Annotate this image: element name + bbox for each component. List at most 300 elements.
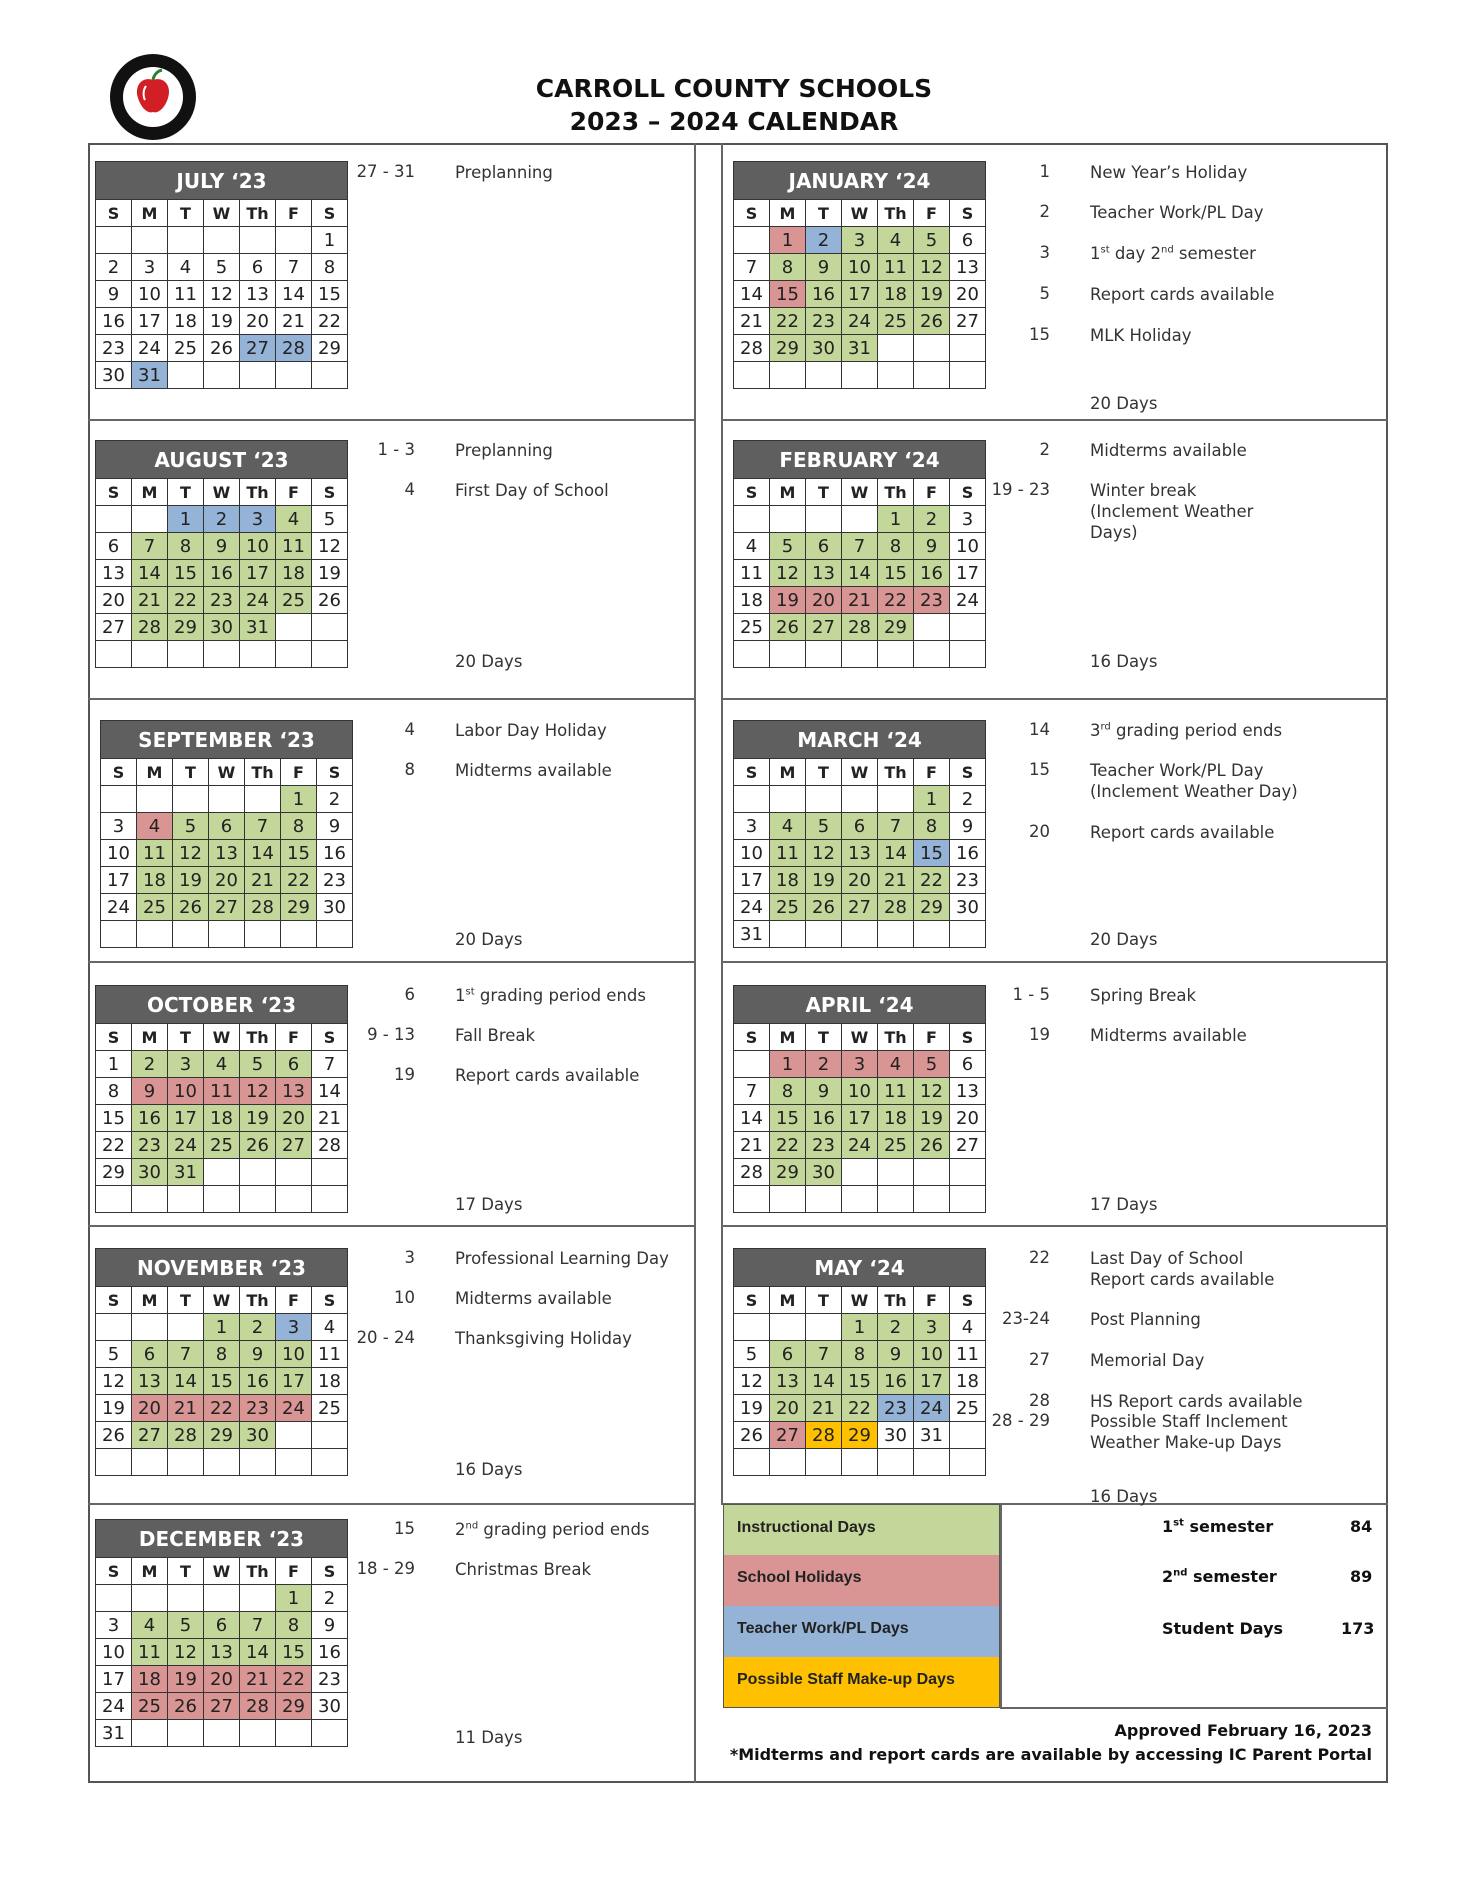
instructional-days-total: 17 Days: [455, 1195, 523, 1214]
day-cell: 27: [770, 1422, 806, 1449]
event-date: 19 - 23: [991, 480, 1050, 499]
day-cell: 2: [878, 1314, 914, 1341]
event-date: 20: [1029, 822, 1050, 841]
day-cell: 19: [96, 1395, 132, 1422]
empty-cell: [734, 786, 770, 813]
day-cell: 12: [734, 1368, 770, 1395]
day-cell: 6: [276, 1051, 312, 1078]
week-row: [96, 308, 348, 335]
month-calendar-mar: [733, 720, 986, 948]
empty-cell: [204, 1159, 240, 1186]
day-cell: 5: [240, 1051, 276, 1078]
day-cell: 20: [209, 867, 245, 894]
stat-value: 84: [1350, 1517, 1373, 1536]
day-cell: 24: [734, 894, 770, 921]
day-cell: 12: [914, 254, 950, 281]
empty-cell: [950, 362, 986, 389]
day-cell: 8: [281, 813, 317, 840]
instructional-days-total: 20 Days: [1090, 394, 1158, 413]
day-cell: 14: [312, 1078, 348, 1105]
day-cell: 30: [240, 1422, 276, 1449]
day-cell: 28: [312, 1132, 348, 1159]
day-cell: 18: [770, 867, 806, 894]
day-cell: 29: [842, 1422, 878, 1449]
week-row: [96, 641, 348, 668]
day-cell: 26: [734, 1422, 770, 1449]
event-date: 28: [1029, 1391, 1050, 1410]
day-cell: 21: [806, 1395, 842, 1422]
stat-label: Student Days: [1162, 1619, 1284, 1638]
day-cell: 26: [96, 1422, 132, 1449]
day-cell: 27: [96, 614, 132, 641]
empty-cell: [276, 1720, 312, 1747]
empty-cell: [734, 1314, 770, 1341]
day-cell: 25: [168, 335, 204, 362]
day-cell: 22: [168, 587, 204, 614]
day-cell: 18: [878, 1105, 914, 1132]
empty-cell: [734, 1186, 770, 1213]
week-row: [101, 921, 353, 948]
day-cell: 27: [276, 1132, 312, 1159]
event-text: 1st day 2nd semester: [1090, 244, 1256, 263]
instructional-days-total: 20 Days: [455, 930, 523, 949]
day-cell: 21: [276, 308, 312, 335]
week-row: [96, 1368, 348, 1395]
weekday-header: F: [276, 1024, 312, 1051]
instructional-days-total: 20 Days: [455, 652, 523, 671]
day-cell: 10: [96, 1639, 132, 1666]
day-cell: 9: [878, 1341, 914, 1368]
week-row: [101, 867, 353, 894]
day-cell: 10: [240, 533, 276, 560]
day-cell: 26: [312, 587, 348, 614]
day-cell: 13: [240, 281, 276, 308]
week-row: [96, 1314, 348, 1341]
weekday-header: T: [173, 759, 209, 786]
day-cell: 1: [96, 1051, 132, 1078]
empty-cell: [770, 362, 806, 389]
day-cell: 20: [96, 587, 132, 614]
day-cell: 4: [132, 1612, 168, 1639]
weekday-header: F: [281, 759, 317, 786]
day-cell: 23: [312, 1666, 348, 1693]
day-cell: 7: [734, 254, 770, 281]
day-cell: 27: [950, 1132, 986, 1159]
week-row: [734, 1314, 986, 1341]
weekday-header: S: [312, 1287, 348, 1314]
event-date: 9 - 13: [367, 1025, 415, 1044]
day-cell: 24: [96, 1693, 132, 1720]
day-cell: 1: [204, 1314, 240, 1341]
weekday-header: Th: [878, 1024, 914, 1051]
day-cell: 22: [96, 1132, 132, 1159]
empty-cell: [806, 786, 842, 813]
weekday-header: T: [806, 200, 842, 227]
day-cell: 5: [204, 254, 240, 281]
month-calendar-oct: [95, 985, 348, 1213]
day-cell: 11: [770, 840, 806, 867]
day-cell: 31: [132, 362, 168, 389]
day-cell: 10: [168, 1078, 204, 1105]
event-date: 4: [404, 480, 415, 499]
divider: [721, 143, 723, 1503]
week-row: [734, 867, 986, 894]
empty-cell: [806, 362, 842, 389]
day-cell: 31: [168, 1159, 204, 1186]
day-cell: 24: [842, 308, 878, 335]
day-cell: 25: [312, 1395, 348, 1422]
day-cell: 31: [842, 335, 878, 362]
day-cell: 27: [204, 1693, 240, 1720]
empty-cell: [878, 1159, 914, 1186]
day-cell: 14: [240, 1639, 276, 1666]
day-cell: 7: [240, 1612, 276, 1639]
empty-cell: [281, 921, 317, 948]
week-row: [734, 840, 986, 867]
day-cell: 13: [209, 840, 245, 867]
month-calendar-sep: [100, 720, 353, 948]
day-cell: 3: [950, 506, 986, 533]
day-cell: 28: [240, 1693, 276, 1720]
day-cell: 21: [312, 1105, 348, 1132]
day-cell: 13: [806, 560, 842, 587]
day-cell: 15: [878, 560, 914, 587]
weekday-header: F: [914, 1287, 950, 1314]
day-cell: 30: [312, 1693, 348, 1720]
day-cell: 28: [806, 1422, 842, 1449]
day-cell: 6: [842, 813, 878, 840]
empty-cell: [168, 1585, 204, 1612]
day-cell: 28: [245, 894, 281, 921]
day-cell: 23: [878, 1395, 914, 1422]
empty-cell: [734, 362, 770, 389]
week-row: [734, 641, 986, 668]
day-cell: 8: [878, 533, 914, 560]
event-date: 1 - 3: [377, 440, 415, 459]
empty-cell: [137, 921, 173, 948]
empty-cell: [168, 1186, 204, 1213]
day-cell: 8: [276, 1612, 312, 1639]
day-cell: 12: [96, 1368, 132, 1395]
day-cell: 8: [204, 1341, 240, 1368]
day-cell: 10: [101, 840, 137, 867]
day-cell: 3: [276, 1314, 312, 1341]
event-date: 10: [394, 1288, 415, 1307]
day-cell: 9: [240, 1341, 276, 1368]
empty-cell: [168, 362, 204, 389]
day-cell: 13: [96, 560, 132, 587]
day-cell: 21: [842, 587, 878, 614]
weekday-header: T: [806, 759, 842, 786]
day-cell: 17: [276, 1368, 312, 1395]
event-text: Report cards available: [455, 1066, 640, 1085]
week-row: [734, 1105, 986, 1132]
day-cell: 30: [806, 335, 842, 362]
day-cell: 22: [914, 867, 950, 894]
day-cell: 18: [204, 1105, 240, 1132]
month-calendar-jan: [733, 161, 986, 389]
stat-label: 2nd semester: [1162, 1567, 1277, 1586]
empty-cell: [204, 227, 240, 254]
empty-cell: [950, 614, 986, 641]
weekday-header: Th: [240, 200, 276, 227]
weekday-header: T: [806, 479, 842, 506]
empty-cell: [878, 1186, 914, 1213]
day-cell: 25: [132, 1693, 168, 1720]
weekday-header: S: [101, 759, 137, 786]
empty-cell: [914, 1186, 950, 1213]
empty-cell: [168, 641, 204, 668]
week-row: [734, 227, 986, 254]
day-cell: 28: [878, 894, 914, 921]
day-cell: 28: [276, 335, 312, 362]
day-cell: 5: [914, 1051, 950, 1078]
day-cell: 26: [770, 614, 806, 641]
month-calendar-feb: [733, 440, 986, 668]
weekday-header: S: [950, 1287, 986, 1314]
day-cell: 24: [101, 894, 137, 921]
day-cell: 10: [950, 533, 986, 560]
month-title: NOVEMBER ‘23: [96, 1249, 348, 1287]
day-cell: 18: [132, 1666, 168, 1693]
day-cell: 3: [168, 1051, 204, 1078]
day-cell: 27: [806, 614, 842, 641]
day-cell: 15: [770, 281, 806, 308]
empty-cell: [240, 1159, 276, 1186]
day-cell: 12: [312, 533, 348, 560]
day-cell: 5: [914, 227, 950, 254]
day-cell: 29: [281, 894, 317, 921]
day-cell: 27: [132, 1422, 168, 1449]
weekday-header: M: [770, 200, 806, 227]
day-cell: 14: [842, 560, 878, 587]
weekday-header: T: [806, 1287, 842, 1314]
week-row: [734, 281, 986, 308]
day-cell: 30: [132, 1159, 168, 1186]
week-row: [734, 362, 986, 389]
day-cell: 14: [132, 560, 168, 587]
weekday-header: M: [770, 759, 806, 786]
day-cell: 4: [950, 1314, 986, 1341]
day-cell: 15: [770, 1105, 806, 1132]
divider: [721, 1225, 1388, 1227]
empty-cell: [168, 1314, 204, 1341]
weekday-header: T: [168, 479, 204, 506]
event-text: Midterms available: [1090, 1026, 1247, 1045]
event-text: Thanksgiving Holiday: [455, 1329, 632, 1348]
day-cell: 2: [240, 1314, 276, 1341]
empty-cell: [842, 1159, 878, 1186]
day-cell: 5: [96, 1341, 132, 1368]
empty-cell: [950, 921, 986, 948]
legend-holidays: School Holidays: [723, 1555, 1000, 1606]
week-row: [734, 587, 986, 614]
week-row: [734, 533, 986, 560]
day-cell: 17: [950, 560, 986, 587]
weekday-header: Th: [878, 479, 914, 506]
empty-cell: [878, 786, 914, 813]
day-cell: 14: [806, 1368, 842, 1395]
week-row: [734, 335, 986, 362]
event-date: 4: [404, 720, 415, 739]
weekday-header: Th: [240, 1287, 276, 1314]
day-cell: 25: [878, 1132, 914, 1159]
empty-cell: [806, 506, 842, 533]
day-cell: 6: [204, 1612, 240, 1639]
day-cell: 1: [281, 786, 317, 813]
day-cell: 9: [914, 533, 950, 560]
event-date: 27 - 31: [356, 162, 415, 181]
day-cell: 9: [806, 1078, 842, 1105]
day-cell: 10: [734, 840, 770, 867]
weekday-header: W: [842, 1024, 878, 1051]
weekday-header: S: [734, 1287, 770, 1314]
week-row: [734, 1449, 986, 1476]
empty-cell: [96, 641, 132, 668]
day-cell: 18: [137, 867, 173, 894]
week-row: [101, 786, 353, 813]
day-cell: 22: [878, 587, 914, 614]
event-date: 2: [1039, 440, 1050, 459]
day-cell: 23: [132, 1132, 168, 1159]
day-cell: 9: [132, 1078, 168, 1105]
day-cell: 22: [770, 308, 806, 335]
day-cell: 16: [914, 560, 950, 587]
event-date: 15: [394, 1519, 415, 1538]
week-row: [96, 506, 348, 533]
day-cell: 11: [878, 254, 914, 281]
week-row: [96, 560, 348, 587]
week-row: [96, 1585, 348, 1612]
weekday-header: M: [132, 1287, 168, 1314]
weekday-header: S: [96, 479, 132, 506]
day-cell: 5: [312, 506, 348, 533]
day-cell: 12: [914, 1078, 950, 1105]
day-cell: 30: [878, 1422, 914, 1449]
day-cell: 6: [770, 1341, 806, 1368]
day-cell: 16: [806, 1105, 842, 1132]
day-cell: 16: [96, 308, 132, 335]
day-cell: 16: [806, 281, 842, 308]
day-cell: 4: [276, 506, 312, 533]
weekday-header: W: [842, 479, 878, 506]
day-cell: 1: [878, 506, 914, 533]
day-cell: 21: [734, 1132, 770, 1159]
event-text: Teacher Work/PL Day (Inclement Weather Day): [1090, 761, 1298, 801]
day-cell: 13: [950, 254, 986, 281]
event-text: Midterms available: [455, 1289, 612, 1308]
week-row: [734, 1341, 986, 1368]
weekday-header: T: [168, 1287, 204, 1314]
day-cell: 23: [950, 867, 986, 894]
day-cell: 3: [914, 1314, 950, 1341]
weekday-header: T: [806, 1024, 842, 1051]
event-date: 27: [1029, 1350, 1050, 1369]
weekday-header: T: [168, 1558, 204, 1585]
empty-cell: [770, 506, 806, 533]
empty-cell: [914, 1449, 950, 1476]
empty-cell: [276, 1449, 312, 1476]
event-text: Professional Learning Day: [455, 1249, 669, 1268]
weekday-header: S: [312, 200, 348, 227]
empty-cell: [132, 641, 168, 668]
weekday-header: S: [96, 1024, 132, 1051]
day-cell: 12: [770, 560, 806, 587]
week-row: [96, 1422, 348, 1449]
empty-cell: [168, 227, 204, 254]
day-cell: 3: [101, 813, 137, 840]
weekday-header: F: [276, 200, 312, 227]
week-row: [101, 813, 353, 840]
week-row: [101, 894, 353, 921]
day-cell: 16: [950, 840, 986, 867]
empty-cell: [132, 227, 168, 254]
weekday-header: S: [950, 200, 986, 227]
day-cell: 4: [168, 254, 204, 281]
day-cell: 14: [734, 1105, 770, 1132]
week-row: [96, 1449, 348, 1476]
empty-cell: [312, 1422, 348, 1449]
day-cell: 23: [806, 308, 842, 335]
event-text: Last Day of School Report cards available: [1090, 1249, 1275, 1289]
empty-cell: [770, 641, 806, 668]
empty-cell: [842, 362, 878, 389]
weekday-header: F: [276, 479, 312, 506]
empty-cell: [312, 1186, 348, 1213]
weekday-header: S: [734, 759, 770, 786]
weekday-header: F: [914, 479, 950, 506]
weekday-header: M: [770, 479, 806, 506]
empty-cell: [878, 641, 914, 668]
day-cell: 4: [878, 227, 914, 254]
day-cell: 19: [914, 1105, 950, 1132]
day-cell: 24: [914, 1395, 950, 1422]
weekday-header: W: [204, 1558, 240, 1585]
empty-cell: [96, 1449, 132, 1476]
day-cell: 20: [276, 1105, 312, 1132]
weekday-header: S: [950, 479, 986, 506]
day-cell: 7: [132, 533, 168, 560]
day-cell: 4: [204, 1051, 240, 1078]
day-cell: 17: [101, 867, 137, 894]
day-cell: 10: [132, 281, 168, 308]
week-row: [734, 1132, 986, 1159]
day-cell: 31: [240, 614, 276, 641]
empty-cell: [734, 1051, 770, 1078]
day-cell: 22: [770, 1132, 806, 1159]
weekday-header: M: [132, 479, 168, 506]
day-cell: 22: [842, 1395, 878, 1422]
empty-cell: [806, 641, 842, 668]
day-cell: 4: [770, 813, 806, 840]
week-row: [734, 1159, 986, 1186]
day-cell: 8: [770, 254, 806, 281]
empty-cell: [842, 921, 878, 948]
event-date: 22: [1029, 1248, 1050, 1267]
day-cell: 2: [950, 786, 986, 813]
event-date: 2: [1039, 202, 1050, 221]
day-cell: 13: [204, 1639, 240, 1666]
day-cell: 11: [878, 1078, 914, 1105]
month-title: MAY ‘24: [734, 1249, 986, 1287]
day-cell: 16: [317, 840, 353, 867]
weekday-header: W: [204, 479, 240, 506]
week-row: [734, 1186, 986, 1213]
day-cell: 15: [204, 1368, 240, 1395]
empty-cell: [132, 1449, 168, 1476]
empty-cell: [914, 921, 950, 948]
day-cell: 13: [842, 840, 878, 867]
